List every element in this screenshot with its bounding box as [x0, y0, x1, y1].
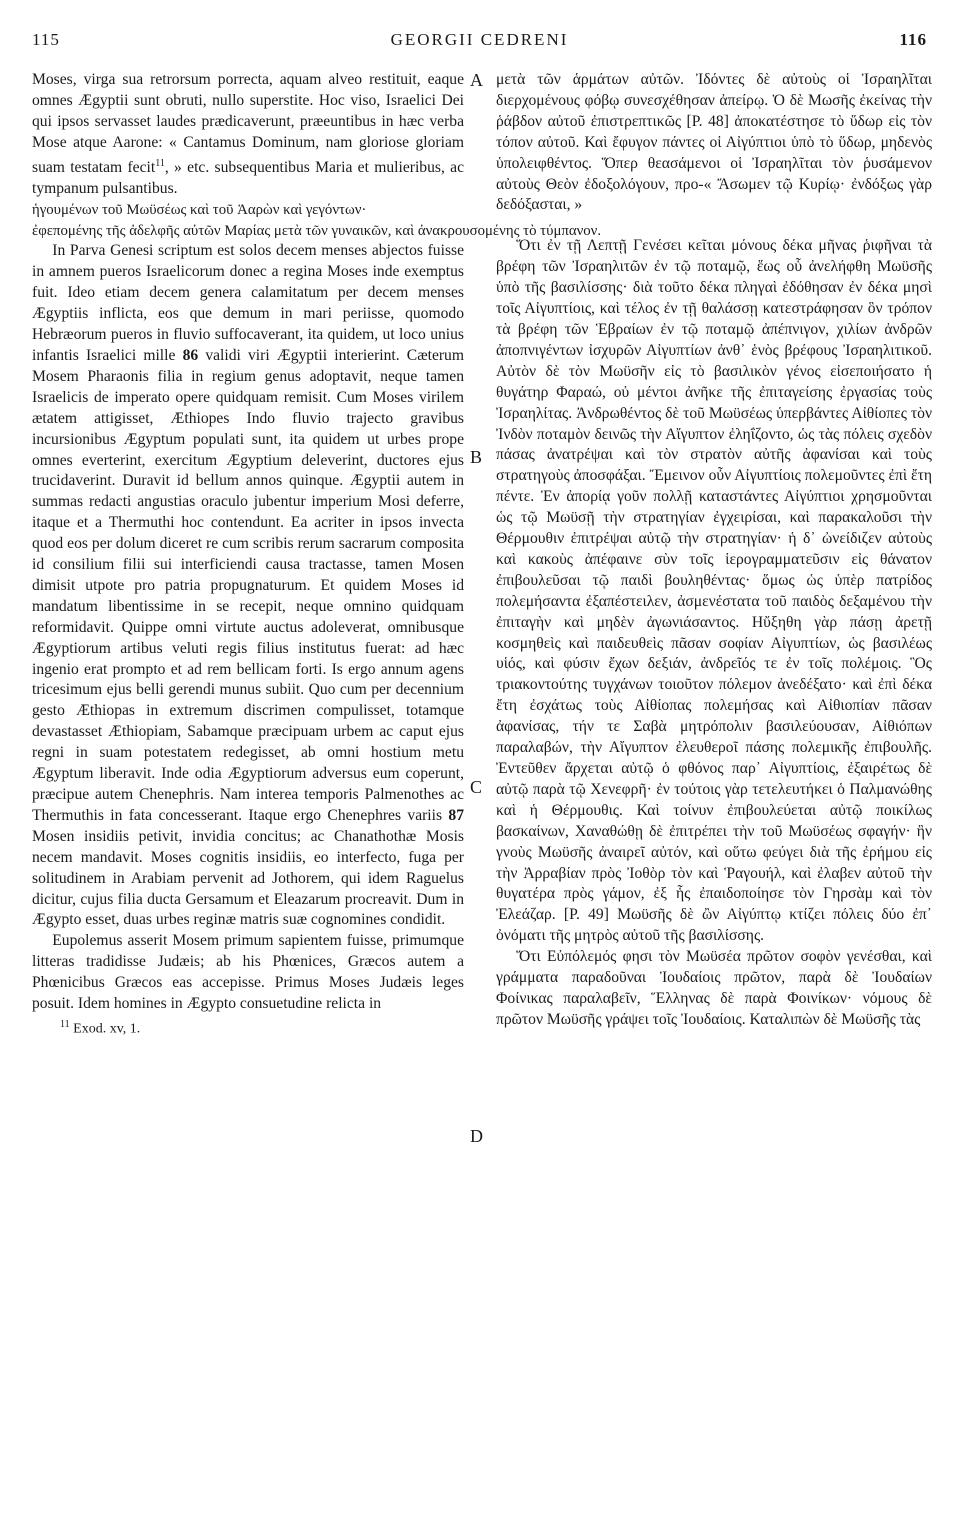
footnote-ref: 11: [155, 157, 165, 169]
greek-paragraph-2: Ὅτι ἐν τῇ Λεπτῇ Γενέσει κεῖται μόνους δέκα μῆνας ῥιφῆναι τὰ βρέφη τῶν Ἰσραηλιτῶν ἐν τῷ ποταμῷ, ἕως οὗ ἀνελήφθη Μωϋσῆς ὑπὸ τῆς βασιλίσσης· διὰ τοῦτο δέκα πληγαὶ ἐδόθησαν ἐν δέκα μησὶ τοῖς Αἰγυπτίοις, καὶ τέλος ἐν τῇ θαλάσσῃ κατεστράφησαν ὃν τρόπον τὰ βρέφη τῶν Ἑβραίων ἐν τῷ ποταμῷ ἀπέπνιγον, χιλίων ἀνδρῶν ἀποπνιγέντων ἰσχυρῶν Αἰγυπτίων ἀνθ᾽ ἑνὸς βρέφους Ἰσραηλιτικοῦ. Αὐτὸν δὲ τὸν Μωϋσῆν εἰς τὸ βασιλικὸν γένος εἰσεποιήσατο ἡ θυγάτηρ Φαραώ, οὐ μέντοι ἀνῆκε τῆς ἐπιταγείσης ἐργασίας τοὺς Ἰσραηλίτας. Ἀνδρωθέντος δὲ τοῦ Μωϋσέως ὑπερβάντες Αἰθίοπες τὸν Ἰνδὸν ποταμὸν δεινῶς τὴν Αἴγυπτον ἐληΐζοντο, ὡς τὰς πόλεις σχεδὸν πάσας ἀνατρέψαι καὶ τὸν στρατὸν αὐτῆς ἀφανίσαι καὶ τοὺς στρατηγοὺς ἀποσφάξαι. Ἔμεινον οὖν Αἰγυπτίοις πολεμοῦντες ἐπὶ ἔτη πέντε. Ἐν ἀπορίᾳ γοῦν πολλῇ καταστάντες Αἰγύπτιοι χρησμοῦνται ὡς τῷ Μωϋσῇ τὴν στρατηγίαν ἐγχειρίσαι, καὶ παρακαλοῦσι τὴν Θέρμουθιν ἐπιτρέψαι αὐτῷ τὴν στρατηγίαν· ἡ δ᾽ ὠνείδιζεν αὐτοὺς καὶ κακοὺς ἀπέφαινε σὺν τοῖς ἱερογραμματεῦσιν εἰς θάνατον ἐπιβουλεῦσαι τῷ παιδὶ βουληθέντας· ὅμως ὡς ὑπὲρ πατρίδος πολεμήσαντα ἐξαπέστειλεν, ἀσμενέστατα τοῦ παιδὸς δεξαμένου τὴν ἐπιταγὴν καὶ μηδὲν ἀγωνιάσαντος. Ηὔξηθη γὰρ πάσῃ ἀρετῇ κοσμηθεὶς καὶ παιδευθεὶς πᾶσαν σοφίαν Αἰγυπτίων, ὡς βασιλέως υἱός, καὶ φύσιν ἔχων δεξιάν, ἀνδρεῖός τε ἐν τοῖς πολέμοις. Ὃς τριακοντούτης τυγχάνων τοιοῦτον πόλεμον ἀνεδέξατο· καὶ ἐπὶ δέκα ἔτη ἐσχάτως τοὺς Αἰθίοπας πολεμήσας καὶ Αἰθιοπίαν πᾶσαν ἀφανίσας, τήν τε Σαβὰ μητρόπολιν βασιλεύουσαν, Αἰθιόπων παραλαβών, τὴν Αἴγυπτον ἐλευθεροῖ πάσης πολεμικῆς ἐπιβουλῆς. Ἐντεῦθεν ἄρχεται αὐτῷ ὁ φθόνος παρ᾽ Αἰγυπτίοις, ἐξαιρέτως δὲ αὐτῷ παρὰ τῷ Χενεφρῆ· ἐν τούτοις γὰρ τετελευτήκει ὁ Παλμανώθης καὶ ἡ Θέρμουθις. Καὶ τοίνυν ἐπιβουλεύεται αὐτῷ ποικίλως βασκαίνων, Χαναθώθῃ δὲ ἐπιτρέπει τὴν τοῦ Μωϋσέως σφαγήν· ἣν γνοὺς Μωϋσῆς ἀναιρεῖ αὐτόν, καὶ οὕτω φεύγει διὰ τῆς ἐρήμου εἰς τὴν Ἀρραβίαν πρὸς Ἰοθὸρ τὸν καὶ Ῥαγουήλ, καὶ ἐλαβεν αὐτοῦ τὴν θυγατέρα πρὸς γάμον, ἐξ ἧς ἐπαιδοποίησε τὸν Γηρσὰμ καὶ τὸν Ἐλεάζαρ. [P. 49] Μωϋσῆς δὲ ὢν Αἰγύπτῳ κτίζει πόλεις δύο ἐπ᾽ ὀνόματι τῆς μητρὸς αὐτοῦ τῆς βασιλίσσης.: [496, 237, 932, 945]
section-number-87: 87: [448, 806, 464, 824]
margin-marker-c: C: [470, 777, 483, 797]
page-number-right: 116: [899, 30, 927, 49]
footnote: $^{11}$ Exod. xv, 1.: [60, 1018, 141, 1037]
running-header: [32, 30, 927, 56]
latin-paragraph-2: In Parva Genesi scriptum est solos decem menses abjectos fuisse in amnem pueros Israelicorum donec a regina Moses inde exemptus fuit. Ideo etiam decem genera calamitatum per decem menses Ægyptiis inflicta, eos que demum in mari periisse, quomodo Hebræorum pueros in fluvio suffocaverant, ita quidem, ut loco unius infantis Israelici mille 86 validi viri Ægyptii interierint. Cæterum Mosem Pharaonis filia in regium genus adoptavit, neque tamen Israelicis de imperato opere quidquam remisit. Cum Moses virilem ætatem attigisset, Æthiopes Indo fluvio trajecto gravibus incursionibus Ægyptum populati sunt, ita quidem ut urbes prope omnes everterint, exercitum Ægyptium deleverint, ductores ejus trucidaverint. Duravit id bellum annos quinque. Ægyptii autem in summas redacti angustias oraculo jubentur imperium Mosi deferre, itaque et a Thermuthi hoc contendunt. Ea acriter in ipsos invecta quod eos per dolum diceret re cum scribis rerum sacrarum composita id consilium filii sui interficiendi causa tractasse, tamen Mosen dimisit utpote pro patria propugnaturum. Et quidem Moses id mandatum libentissime in se recepit, neque omnino quidquam reformidavit. Quippe omni virtute auctus adoleverat, omnibusque Ægyptiorum artibus veluti regis filius institutus fuerat: ad hæc ingenio erat prompto et ad rem bellicam forti. Is ergo annum agens tricesimum ejus belli gerendi munus subiit. Quo cum per decennium gesto Æthiopas in extremum discrimen compulisset, totamque devastasset Æthiopiam, Sabamque præcipuam urbem ac caput ejus regni in suam potestatem redegisset, ab omni hostium metu Ægyptum liberavit. Inde odia Ægyptiorum adversus eum coperunt, præcipue autem Chenephris. Nam interea temporis Palmenothes ac Thermuthis in fata concesserant. Itaque ergo Chenephres variis 87 Mosen insidiis petivit, invidia concitus; ac Chanathothæ Mosis necem mandavit. Moses cognitis insidiis, eo interfecto, fuga per solitudinem in Arabiam pervenit ad Jothorem, qui idem Raguelus dicitur, cujus filia ducta Gersamum et Eleazarum procreavit. Dum in Ægypto esset, duas urbes reginæ matris suæ cognomines condidit.: [32, 242, 464, 929]
margin-marker-d: D: [470, 1126, 483, 1146]
running-title: GEORGII CEDRENI: [390, 30, 569, 49]
greek-overflow-1: ἡγουμένων τοῦ Μωϋσέως καὶ τοῦ Ἀαρὼν καὶ γεγόντων·: [32, 201, 367, 218]
greek-overflow-2: ἐφεπομένης τῆς ἀδελφῆς αὐτῶν Μαρίας μετὰ τῶν γυναικῶν, καὶ ἀνακρουσομένης τὸ τύμπανον.: [32, 222, 602, 239]
section-number-86: 86: [182, 346, 199, 364]
margin-marker-a: A: [470, 70, 483, 90]
greek-column: [496, 70, 932, 1031]
margin-marker-b: B: [470, 447, 483, 467]
latin-paragraph-1: Moses, virga sua retrorsum porrecta, aquam alveo restituit, eaque omnes Ægyptii sunt obruti, nullo superstite. Hoc viso, Israelici Dei qui ipsos servasset laudes prædicaverunt, præeuntibus in hæc verba Mose atque Aarone: « Cantamus Dominum, nam gloriose gloriam suam testatam fecit$^{11}$, » etc. subsequentibus Maria et mulieribus, ac tympanum pulsantibus.: [32, 71, 465, 197]
latin-column: [32, 70, 602, 1041]
page-number-left: 115: [32, 30, 60, 49]
greek-paragraph-3: Ὅτι Εὐπόλεμός φησι τὸν Μωϋσέα πρῶτον σοφὸν γενέσθαι, καὶ γράμματα παραδοῦναι Ἰουδαίοις πρῶτον, παρὰ δὲ Ἰουδαίων Φοίνικας παραλαβεῖν, Ἕλληνας δὲ παρὰ Φοινίκων· νόμους δὲ πρῶτον Μωϋσῆς γράψει τοῖς Ἰουδαίοις. Καταλιπὼν δὲ Μωϋσῆς τὰς: [496, 948, 932, 1028]
greek-paragraph-1: μετὰ τῶν ἁρμάτων αὐτῶν. Ἰδόντες δὲ αὐτοὺς οἱ Ἰσραηλῖται διερχομένους φόβῳ συνεσχέθησαν ἀπείρῳ. Ὁ δὲ Μωσῆς ἐκείνας τὴν ῥάβδον αὐτοῦ ἐπιστρεπτικῶς [P. 48] ἀποκατέστησε τὸ ὕδωρ εἰς τὸν τόπον αὐτοῦ. Καὶ ἔφυγον πάντες οἱ Αἰγύπτιοι ὑπὸ τὸ ὕδωρ, μηδενὸς ὑπολειφθέντος. Ὅπερ θεασάμενοι οἱ Ἰσραηλῖται τὸν ῥυσάμενον αὐτοὺς Θεὸν ἐδοξολόγουν, προ-« Ἄσωμεν τῷ Κυρίῳ· ἐνδόξως γὰρ δεδόξασται, »: [496, 71, 932, 214]
latin-paragraph-3: Eupolemus asserit Mosem primum sapientem fuisse, primumque litteras tradidisse Judæis; ab his Phœnices, Græcos autem a Phœnicibus Græcos eas accepisse. Primus Moses Judæis leges posuit. Idem homines in Ægypto consuetudine relicta in: [32, 932, 464, 1013]
